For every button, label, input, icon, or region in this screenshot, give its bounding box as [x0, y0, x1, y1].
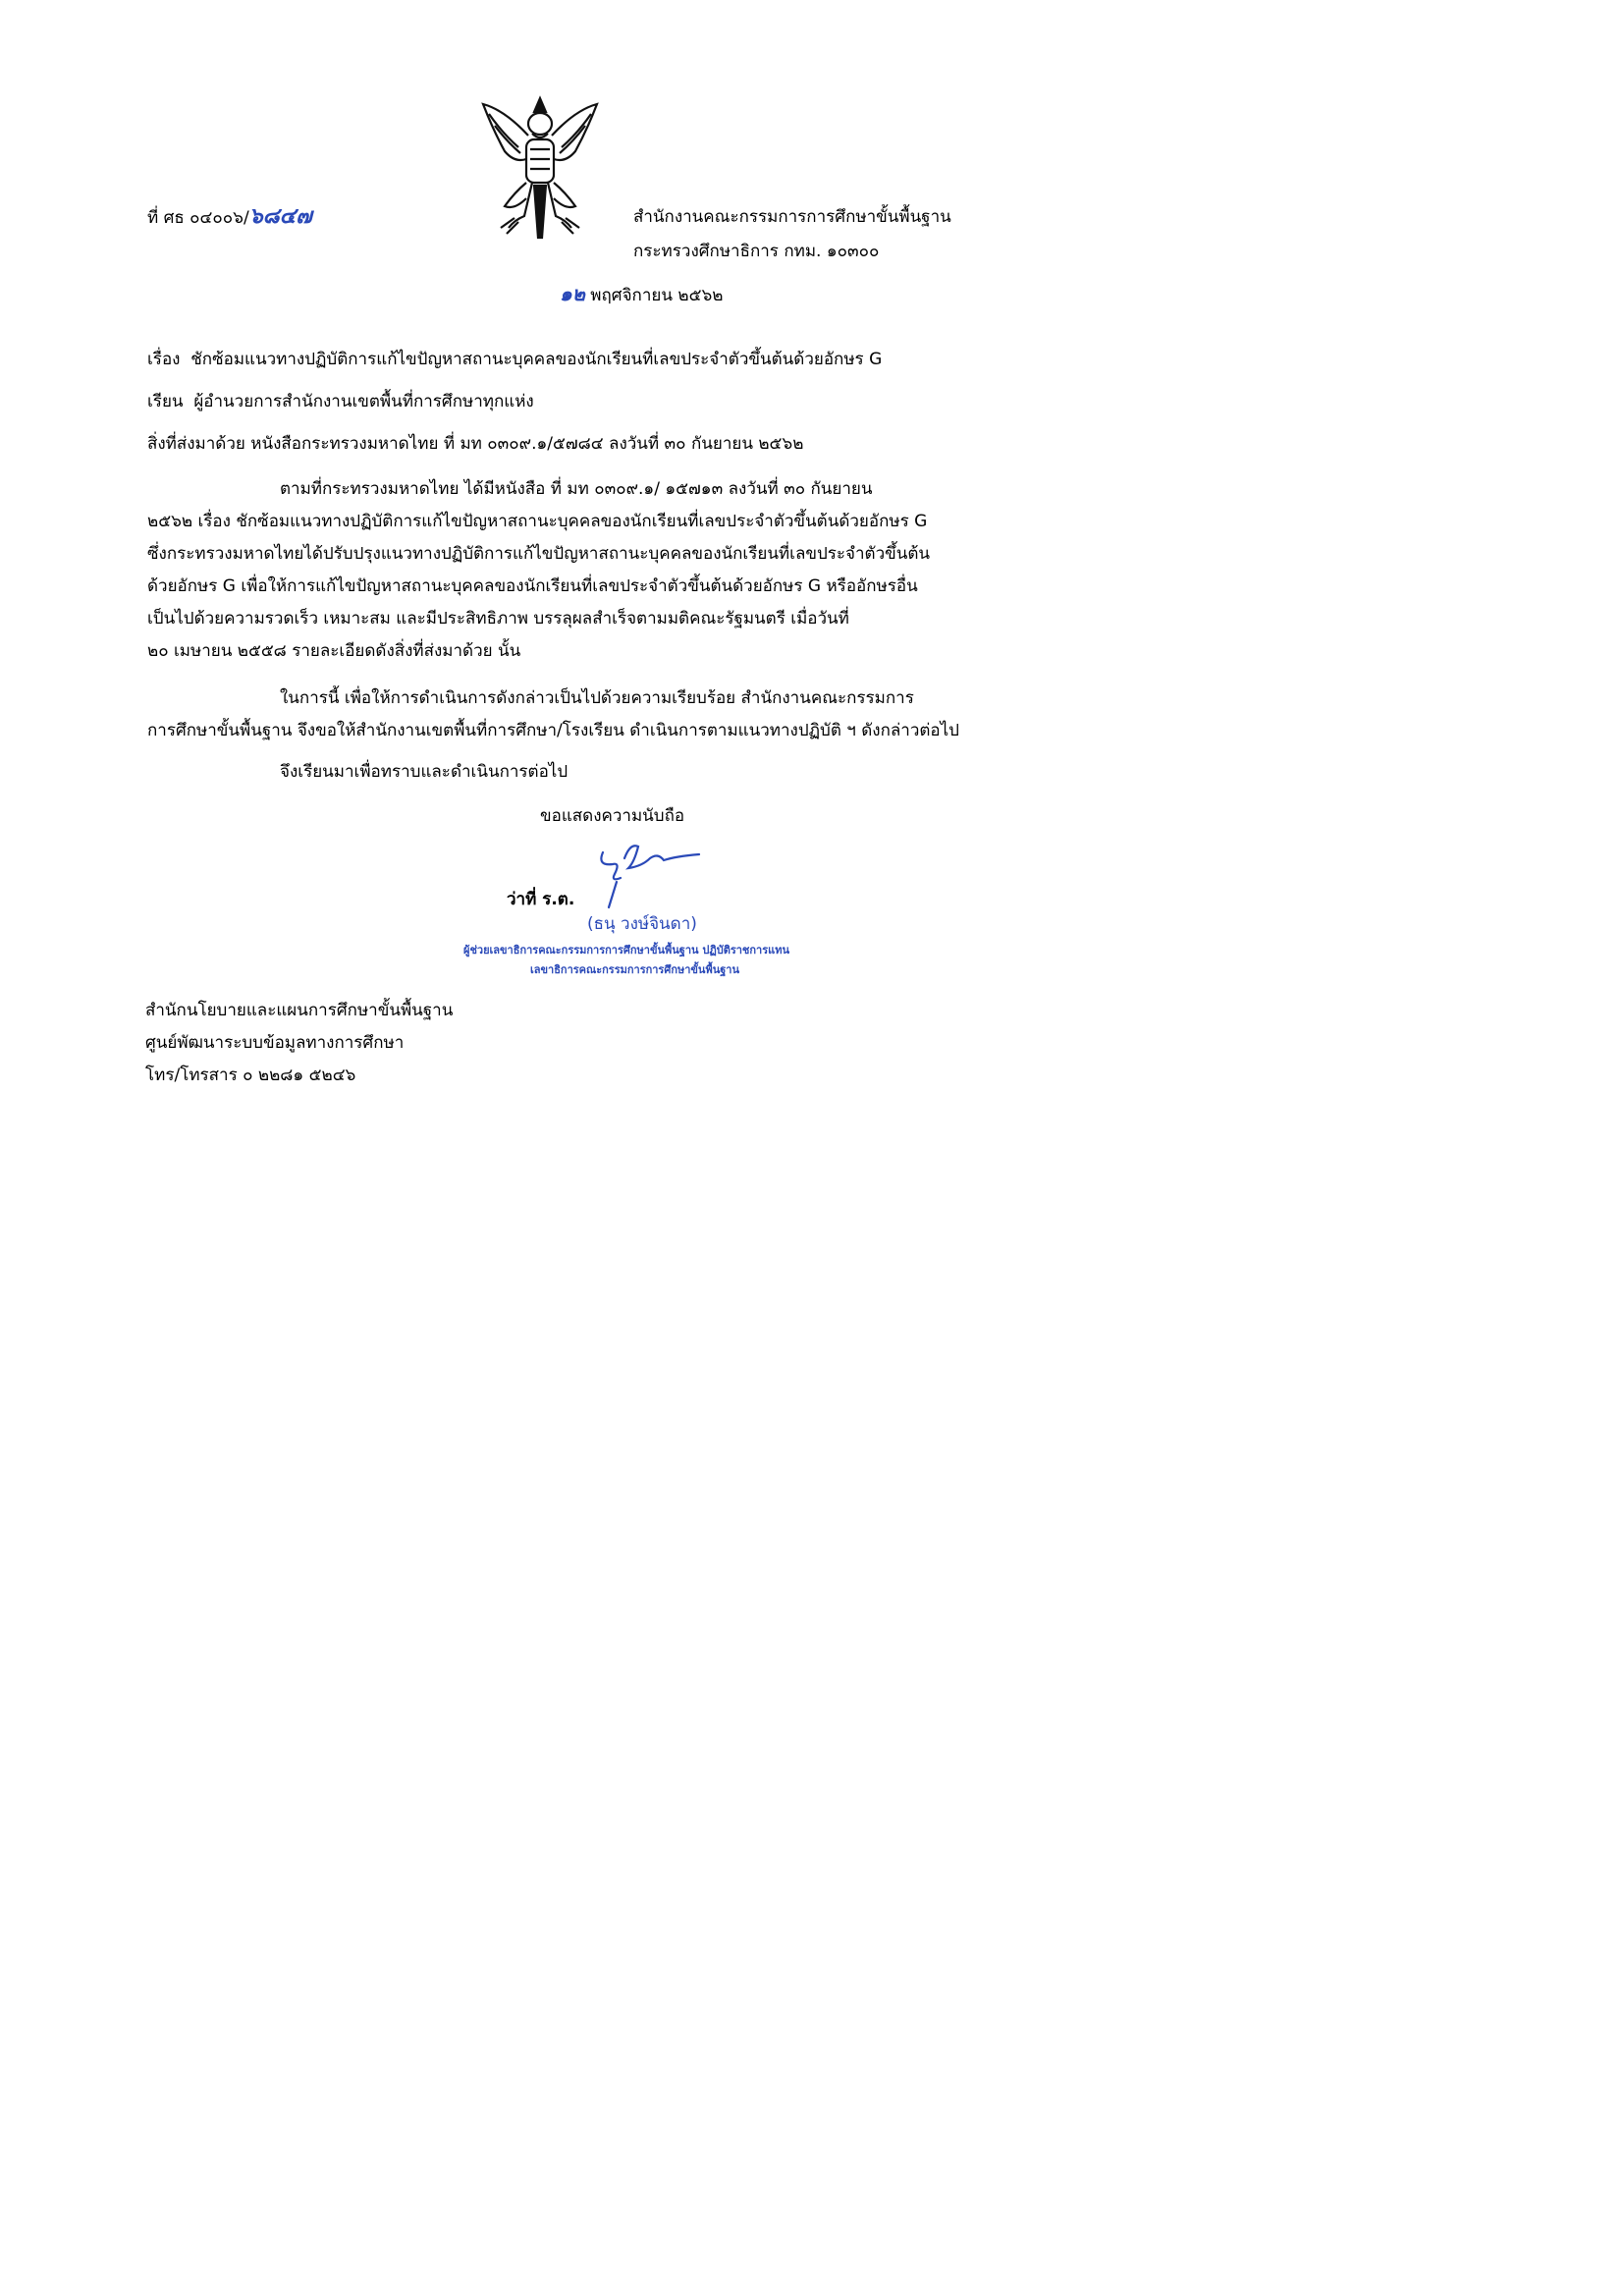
- recipient-line: [147, 391, 534, 412]
- enclosure-label: สิ่งที่ส่งมาด้วย: [147, 434, 245, 454]
- body-para3: จึงเรียนมาเพื่อทราบและดำเนินการต่อไป: [280, 762, 568, 782]
- signer-position-stamp-line2: เลขาธิการคณะกรรมการการศึกษาขั้นพื้นฐาน: [530, 963, 739, 976]
- body-para1-line2: ๒๕๖๒ เรื่อง ชักซ้อมแนวทางปฏิบัติการแก้ไขปัญหาสถานะบุคคลของนักเรียนที่เลขประจำตัวขึ้นต้นด้วยอักษร G: [147, 512, 928, 531]
- signer-position-stamp: ผู้ช่วยเลขาธิการคณะกรรมการการศึกษาขั้นพื้นฐาน ปฏิบัติราชการแทน: [463, 944, 790, 957]
- footer-phone: โทร/โทรสาร ๐ ๒๒๘๑ ๕๒๔๖: [145, 1066, 356, 1085]
- body-para1-line5: เป็นไปด้วยความรวดเร็ว เหมาะสม และมีประสิทธิภาพ บรรลุผลสำเร็จตามมติคณะรัฐมนตรี เมื่อวันที่: [147, 609, 849, 629]
- body-para1-line3: ซึ่งกระทรวงมหาดไทยได้ปรับปรุงแนวทางปฏิบัติการแก้ไขปัญหาสถานะบุคคลของนักเรียนที่เลขประจำตัวขึ้นต้น: [147, 544, 931, 564]
- handwritten-signature: [585, 833, 713, 911]
- enclosure-line: [147, 433, 803, 455]
- signer-name: (ธนุ วงษ์จินดา): [587, 914, 697, 934]
- recipient-text: ผู้อำนวยการสำนักงานเขตพื้นที่การศึกษาทุกแห่ง: [193, 392, 534, 411]
- body-para2-line2: การศึกษาขั้นพื้นฐาน จึงขอให้สำนักงานเขตพื้นที่การศึกษา/โรงเรียน ดำเนินการตามแนวทางปฏิบัติ ฯ ดังกล่าวต่อไป: [147, 721, 959, 740]
- recipient-label: เรียน: [147, 392, 184, 411]
- closing-regards: ขอแสดงความนับถือ: [540, 806, 685, 826]
- body-para1-line4: ด้วยอักษร G เพื่อให้การแก้ไขปัญหาสถานะบุคคลของนักเรียนที่เลขประจำตัวขึ้นต้นด้วยอักษร G หรืออักษรอื่น: [147, 576, 918, 596]
- body-para2-line1: ในการนี้ เพื่อให้การดำเนินการดังกล่าวเป็นไปด้วยความเรียบร้อย สำนักงานคณะกรรมการ: [280, 688, 914, 708]
- date-day-handwritten: ๑๒: [560, 282, 585, 305]
- office-name: สำนักงานคณะกรรมการการศึกษาขั้นพื้นฐาน: [633, 207, 951, 227]
- date-month-year: พฤศจิกายน ๒๕๖๒: [584, 286, 724, 305]
- doc-number: [147, 206, 312, 229]
- subject-line: [147, 349, 882, 370]
- letter-date: [560, 283, 723, 306]
- acting-title: ว่าที่ ร.ต.: [507, 890, 575, 909]
- office-address: กระทรวงศึกษาธิการ กทม. ๑๐๓๐๐: [633, 242, 880, 261]
- doc-number-handwritten: ๖๘๔๗: [248, 204, 312, 229]
- footer-center: ศูนย์พัฒนาระบบข้อมูลทางการศึกษา: [145, 1033, 405, 1053]
- subject-text: ชักซ้อมแนวทางปฏิบัติการแก้ไขปัญหาสถานะบุคคลของนักเรียนที่เลขประจำตัวขึ้นต้นด้วยอักษร G: [190, 350, 883, 369]
- body-para1-line1: ตามที่กระทรวงมหาดไทย ได้มีหนังสือ ที่ มท ๐๓๐๙.๑/ ๑๕๗๑๓ ลงวันที่ ๓๐ กันยายน: [280, 479, 873, 499]
- footer-office: สำนักนโยบายและแผนการศึกษาขั้นพื้นฐาน: [145, 1001, 454, 1020]
- body-para1-line6: ๒๐ เมษายน ๒๕๕๘ รายละเอียดดังสิ่งที่ส่งมาด้วย นั้น: [147, 641, 521, 661]
- subject-label: เรื่อง: [147, 350, 181, 369]
- garuda-emblem-icon: [475, 90, 605, 244]
- enclosure-text: หนังสือกระทรวงมหาดไทย ที่ มท ๐๓๐๙.๑/๕๗๘๔ ลงวันที่ ๓๐ กันยายน ๒๕๖๒: [250, 434, 804, 454]
- letter-page: [0, 0, 1083, 1531]
- doc-number-label: ที่ ศธ ๐๔๐๐๖/: [147, 208, 249, 228]
